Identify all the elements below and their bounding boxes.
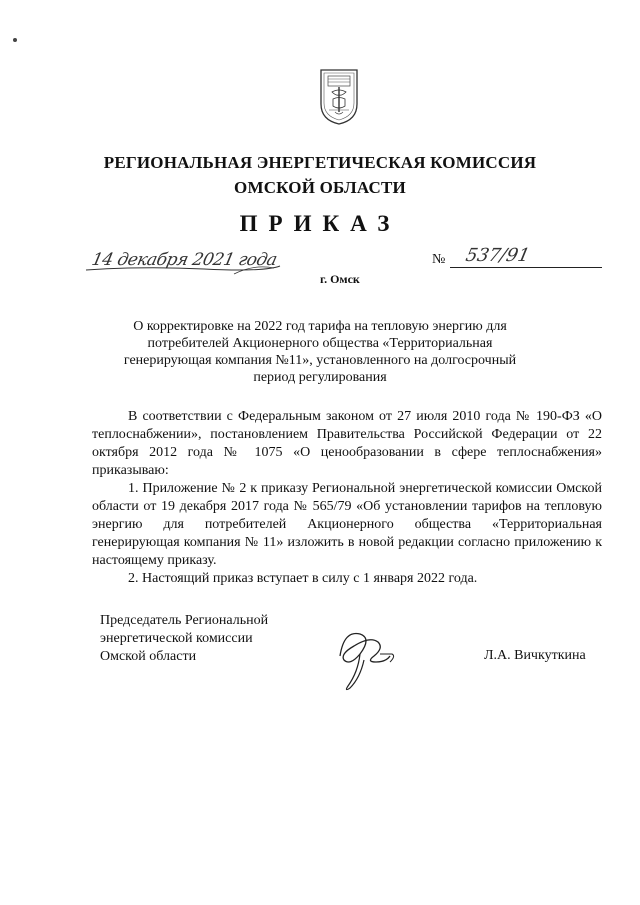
signer-title-line3: Омской области (100, 649, 197, 664)
omsk-coat-of-arms-icon (318, 66, 360, 126)
order-item-2: 2. Настоящий приказ вступает в силу с 1 января 2022 года. (128, 571, 478, 586)
organization-title (60, 150, 580, 200)
order-body (92, 408, 602, 588)
order-number-line (450, 267, 602, 268)
signer-title (100, 612, 300, 666)
subject-line3: генерирующая компания №11», установленного на долгосрочный (123, 353, 517, 368)
subject-line1: О корректировке на 2022 год тарифа на тепловую энергию для (133, 319, 507, 334)
date-underline (84, 244, 284, 280)
handwritten-signature-icon (330, 616, 410, 696)
order-number-label: № (432, 252, 446, 267)
scan-dot (13, 38, 17, 42)
order-item-1: 1. Приложение № 2 к приказу Региональной энергетической комиссии Омской области от 19 декабря 2017 года № 565/79 «Об установлении тарифов на тепловую энергию для потребителей Акционерного общества «Территориальная генерирующая компания № 11» изложить в новой редакции согласно приложению к настоящему приказу. (92, 481, 602, 568)
document-type-heading: ПРИКАЗ (239, 211, 401, 236)
subject-line2: потребителей Акционерного общества «Территориальная (147, 336, 493, 351)
signer-name: Л.А. Вичкуткина (484, 648, 586, 663)
city-label: г. Омск (320, 272, 360, 286)
preamble-paragraph: В соответствии с Федеральным законом от 27 июля 2010 года № 190-ФЗ «О теплоснабжении», постановлением Правительства Российской Федерации от 22 октября 2012 года № 1075 «О ценообразовании в сфере теплоснабжения» приказываю: (92, 409, 602, 478)
handwritten-date: 14 декабря 2021 года (89, 250, 279, 270)
signer-title-line2: энергетической комиссии (100, 631, 253, 646)
order-subject (118, 318, 522, 386)
organization-title-line1: РЕГИОНАЛЬНАЯ ЭНЕРГЕТИЧЕСКАЯ КОМИССИЯ (103, 153, 537, 172)
handwritten-order-number: 537/91 (463, 245, 532, 266)
organization-title-line2: ОМСКОЙ ОБЛАСТИ (234, 178, 406, 197)
subject-line4: период регулирования (253, 370, 387, 385)
signer-title-line1: Председатель Региональной (100, 613, 269, 628)
